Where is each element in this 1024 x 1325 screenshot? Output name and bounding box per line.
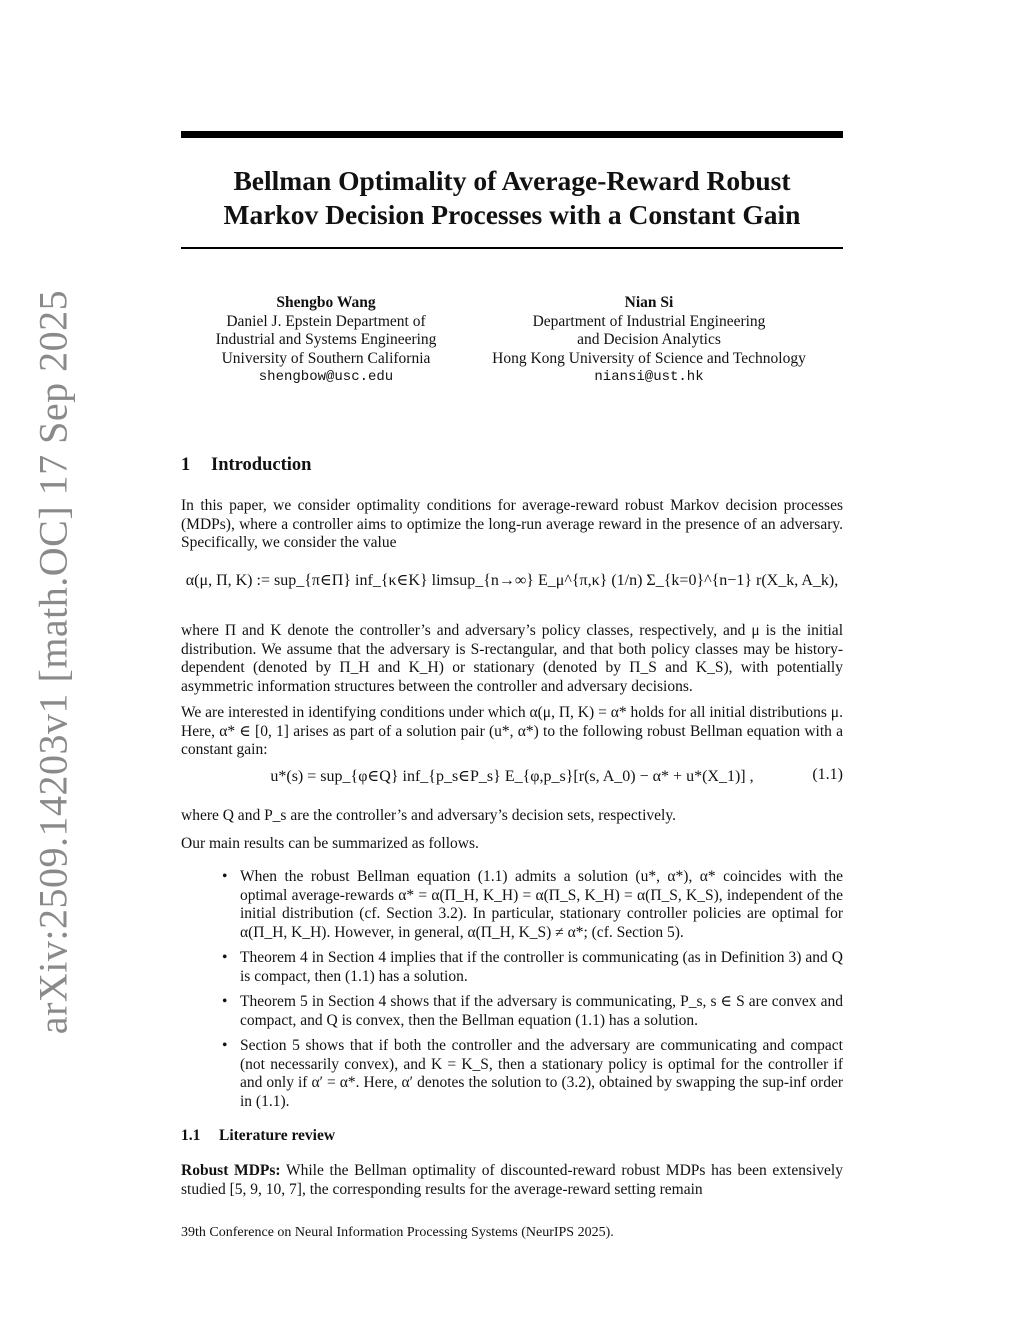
- paragraph-decision-sets: where Q and P_s are the controller’s and adversary’s decision sets, respectively.: [181, 807, 676, 824]
- author-affiliation: University of Southern California: [221, 349, 431, 367]
- author-affiliation: and Decision Analytics: [577, 331, 721, 348]
- author-email: niansi@ust.hk: [594, 369, 704, 385]
- list-item: • When the robust Bellman equation (1.1) admits a solution (u*, α*), α* coincides with the optimal average-rewards α* = α(Π_H, K_H) = α(Π_S, K_H) = α(Π_S, K_S), independent of the initial distribution (cf. Section 3.2). In particular, stationary controller policies are optimal for α(Π_H, K_H). However, in general, α(Π_H, K_S) ≠ α*; (cf. Section 5).: [222, 868, 843, 942]
- intro-paragraph: In this paper, we consider optimality conditions for average-reward robust Markov decision processes (MDPs), where a controller aims to optimize the long-run average reward in the presence of an adversary. Specifically, we consider the value: [181, 497, 843, 551]
- subsection-heading-literature: [181, 1127, 335, 1145]
- paragraph-lead: Robust MDPs:: [181, 1162, 281, 1179]
- results-list: [222, 868, 843, 1118]
- equation-bellman-body: u*(s) = sup_{φ∈Q} inf_{p_s∈P_s} E_{φ,p_s}[r(s, A_0) − α* + u*(X_1)] ,: [270, 768, 754, 785]
- paragraph-policy-classes: where Π and K denote the controller’s and adversary’s policy classes, respectively, and μ is the initial distribution. We assume that the adversary is S-rectangular, and that both policy classes may be history-dependent (denoted by Π_H and K_H) or stationary (denoted by Π_S and K_S), with potentially asymmetric information structures between the controller and adversary decisions.: [181, 622, 843, 695]
- subsection-title: Literature review: [219, 1127, 336, 1144]
- author-name: Shengbo Wang: [276, 294, 376, 311]
- author-affiliation: Industrial and Systems Engineering: [215, 331, 437, 348]
- list-item: • Section 5 shows that if both the controller and the adversary are communicating and compact (not necessarily convex), and K = K_S, then a stationary policy is optimal for the controller if and only if α′ = α*. Here, α′ denotes the solution to (3.2), obtained by swapping the sup-inf order in (1.1).: [222, 1037, 843, 1111]
- equation-bellman: [181, 766, 843, 786]
- author-affiliation: Daniel J. Epstein Department of: [226, 312, 426, 330]
- conference-footer: 39th Conference on Neural Information Processing Systems (NeurIPS 2025).: [181, 1225, 614, 1240]
- section-number: 1: [181, 455, 191, 475]
- paragraph-summary: Our main results can be summarized as follows.: [181, 835, 479, 852]
- title-line-1: Bellman Optimality of Average-Reward Robust: [233, 165, 791, 196]
- equation-number: (1.1): [812, 766, 843, 783]
- section-heading-introduction: [181, 455, 311, 476]
- author-affiliation: Hong Kong University of Science and Technology: [492, 349, 806, 367]
- paragraph-interested: We are interested in identifying conditions under which α(μ, Π, K) = α* holds for all initial distributions μ. Here, α* ∈ [0, 1] arises as part of a solution pair (u*, α*) to the following robust Bellman equation with a constant gain:: [181, 704, 843, 758]
- title-bottom-rule: [181, 247, 843, 249]
- arxiv-stamp: arXiv:2509.14203v1 [math.OC] 17 Sep 2025: [30, 289, 76, 1035]
- list-item: • Theorem 5 in Section 4 shows that if the adversary is communicating, P_s, s ∈ S are convex and compact, and Q is convex, then the Bellman equation (1.1) has a solution.: [222, 993, 843, 1030]
- title-top-rule: [181, 131, 843, 138]
- author-email: shengbow@usc.edu: [258, 369, 394, 385]
- author-name: Nian Si: [624, 294, 674, 311]
- paragraph-robust-mdps: [181, 1162, 843, 1199]
- paragraph-body: While the Bellman optimality of discounted-reward robust MDPs has been extensively studied [5, 9, 10, 7], the corresponding results for the average-reward setting remain: [181, 1162, 843, 1198]
- list-item: • Theorem 4 in Section 4 implies that if the controller is communicating (as in Definition 3) and Q is compact, then (1.1) has a solution.: [222, 949, 843, 986]
- equation-value: α(μ, Π, K) := sup_{π∈Π} inf_{κ∈K} limsup_{n→∞} E_μ^{π,κ} (1/n) Σ_{k=0}^{n−1} r(X_k, A_k),: [185, 572, 839, 589]
- author-block-2: [464, 294, 834, 387]
- paper-title: [181, 164, 843, 232]
- subsection-number: 1.1: [181, 1127, 201, 1144]
- section-title: Introduction: [211, 455, 312, 475]
- author-block-1: [196, 294, 456, 387]
- title-line-2: Markov Decision Processes with a Constant Gain: [223, 199, 801, 230]
- author-affiliation: Department of Industrial Engineering: [532, 312, 766, 330]
